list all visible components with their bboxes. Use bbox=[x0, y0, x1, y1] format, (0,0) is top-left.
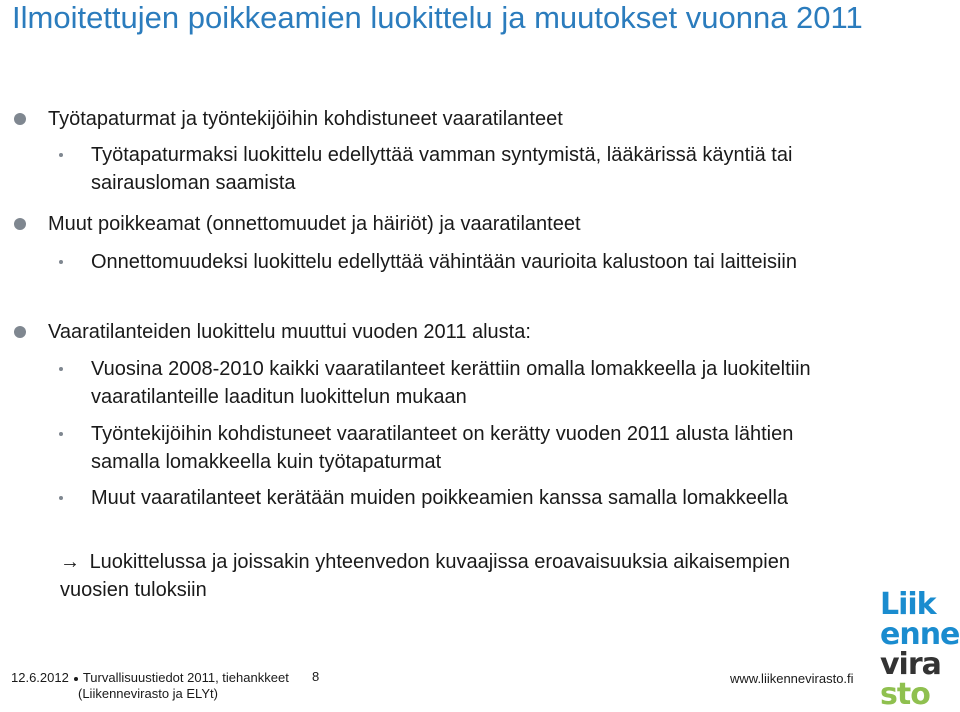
bullet-dot bbox=[59, 153, 63, 157]
bullet-text: Muut poikkeamat (onnettomuudet ja häiriöt) ja vaaratilanteet bbox=[48, 213, 581, 235]
bullet-text: Työtapaturmat ja työntekijöihin kohdistuneet vaaratilanteet bbox=[48, 108, 563, 130]
logo-line: vira bbox=[880, 647, 941, 682]
footer-source: Turvallisuustiedot 2011, tiehankkeet bbox=[82, 670, 289, 685]
bullet-level2 bbox=[91, 141, 851, 197]
bullet-level1 bbox=[48, 212, 581, 236]
bullet-dot bbox=[59, 496, 63, 500]
logo-line: sto bbox=[880, 677, 930, 712]
footer-date: 12.6.2012 bbox=[11, 670, 69, 685]
footer-url: www.liikennevirasto.fi bbox=[730, 671, 854, 686]
footer-source-line2: (Liikennevirasto ja ELYt) bbox=[78, 686, 218, 701]
bullet-text: Työntekijöihin kohdistuneet vaaratilanteet on kerätty vuoden 2011 alusta lähtien samalla lomakkeella kuin työtapaturmat bbox=[91, 423, 794, 473]
bullet-level2 bbox=[91, 248, 851, 276]
bullet-dot bbox=[59, 260, 63, 264]
bullet-dot bbox=[59, 432, 63, 436]
bullet-dot bbox=[14, 113, 26, 125]
bullet-dot bbox=[14, 326, 26, 338]
bullet-level1 bbox=[48, 107, 563, 131]
footer-separator bbox=[74, 677, 78, 681]
bullet-text: Onnettomuudeksi luokittelu edellyttää vähintään vaurioita kalustoon tai laitteisiin bbox=[91, 251, 797, 273]
bullet-text: Vuosina 2008-2010 kaikki vaaratilanteet kerättiin omalla lomakkeella ja luokiteltiin vaaratilanteille laaditun luokittelun mukaan bbox=[91, 358, 811, 408]
bullet-dot bbox=[14, 218, 26, 230]
bullet-text: Työtapaturmaksi luokittelu edellyttää vamman syntymistä, lääkärissä käyntiä tai sairausloman saamista bbox=[91, 144, 793, 194]
bullet-level2 bbox=[91, 420, 851, 476]
bullet-level2 bbox=[91, 355, 851, 411]
logo-line: Liik bbox=[880, 587, 936, 622]
arrow-right-icon: → bbox=[60, 551, 80, 573]
footer bbox=[11, 669, 289, 687]
bullet-level1 bbox=[48, 320, 531, 344]
bullet-text: Muut vaaratilanteet kerätään muiden poikkeamien kanssa samalla lomakkeella bbox=[91, 487, 789, 509]
bullet-text: Vaaratilanteiden luokittelu muuttui vuoden 2011 alusta: bbox=[48, 321, 531, 343]
slide-title: Ilmoitettujen poikkeamien luokittelu ja muutokset vuonna 2011 bbox=[12, 0, 863, 35]
bullet-dot bbox=[59, 367, 63, 371]
bullet-level2 bbox=[91, 484, 851, 512]
conclusion-text: Luokittelussa ja joissakin yhteenvedon kuvaajissa eroavaisuuksia aikaisempien vuosien tuloksiin bbox=[60, 551, 790, 601]
liikennevirasto-logo bbox=[880, 587, 960, 712]
page-number: 8 bbox=[312, 669, 320, 684]
conclusion bbox=[60, 548, 820, 604]
logo-line: enne bbox=[880, 617, 960, 652]
